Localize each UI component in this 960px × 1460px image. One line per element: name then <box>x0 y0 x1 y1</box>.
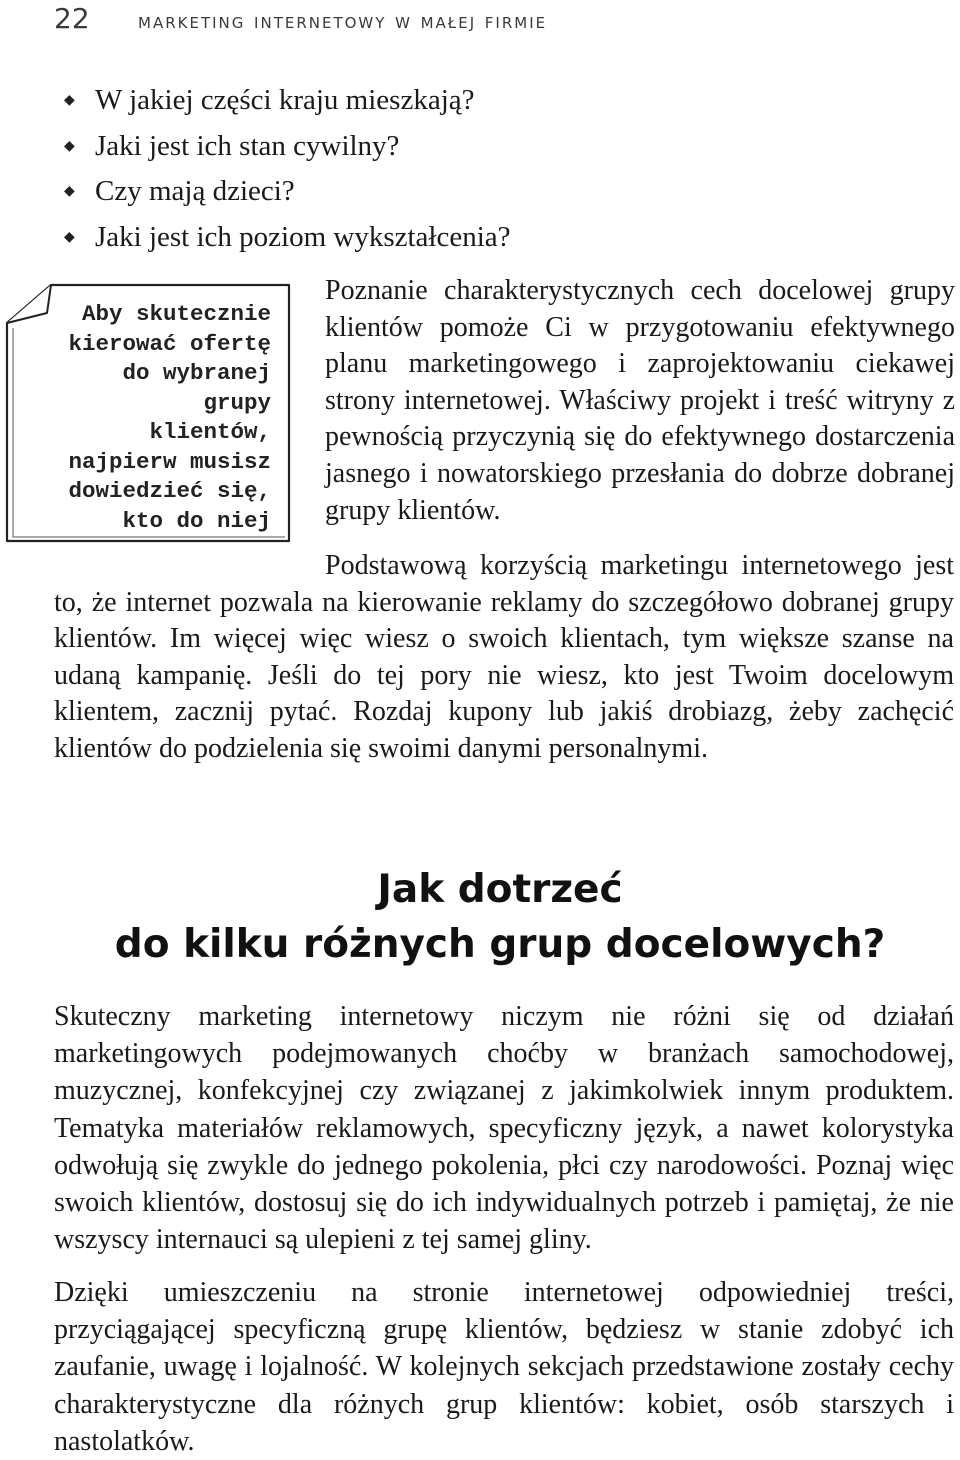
page-header <box>54 2 547 35</box>
list-item: ◆ Jaki jest ich stan cywilny? <box>64 124 511 170</box>
diamond-bullet-icon: ◆ <box>64 230 75 246</box>
page-number: 22 <box>54 2 90 35</box>
diamond-bullet-icon: ◆ <box>64 138 75 154</box>
bullet-list <box>64 78 511 261</box>
body-paragraph-4: Dzięki umieszczeniu na stronie internetowej odpowiedniej treści, przyciągającej specyficzną grupę klientów, będziesz w stanie zdobyć ich zaufanie, uwagę i lojalność. W kolejnych sekcjach przedstawione zostały cechy charakterystyczne dla różnych grup klientów: kobiet, osób starszych i nastolatków. <box>54 1277 954 1457</box>
body-paragraph-1: Poznanie charakterystycznych cech docelowej grupy klientów pomoże Ci w przygotowaniu efektywnego planu marketingowego i zaprojektowaniu ciekawej strony internetowej. Właściwy projekt i treść witryny z pewnością przyczynią się do efektywnego dostarczenia jasnego i nowatorskiego przesłania do dobrze dobranej grupy klientów. <box>325 275 955 526</box>
body-paragraph-3: Skuteczny marketing internetowy niczym nie różni się od działań marketingowych podejmowanych choćby w branżach samochodowej, muzycznej, konfekcyjnej czy związanej z jakimkolwiek innym produktem. Tematyka materiałów reklamowych, specyficzny język, a nawet kolorystyka odwołują się zwykle do jednego pokolenia, płci czy narodowości. Poznaj więc swoich klientów, dostosuj się do ich indywidualnych potrzeb i pamiętaj, że nie wszyscy internauci są ulepieni z tej samej gliny. <box>54 1001 954 1256</box>
running-title: marketing internetowy w małej firmie <box>138 9 548 33</box>
diamond-bullet-icon: ◆ <box>64 93 75 108</box>
sidebar-note <box>3 283 295 544</box>
list-item: ◆ W jakiej części kraju mieszkają? <box>64 78 511 124</box>
sidebar-note-text: Aby skutecznie kierować ofertę do wybranej grupy klientów, najpierw musisz dowiedzieć się, kto do niej <box>68 301 271 534</box>
body-paragraph-2: Podstawową korzyścią marketingu internetowego jest to, że internet pozwala na kierowanie reklamy do szczegółowo dobranej grupy klientów. Im więcej więc wiesz o swoich klientach, tym większe szanse na udaną kampanię. Jeśli do tej pory nie wiesz, kto jest Twoim docelowym klientem, zacznij pytać. Rozdaj kupony lub jakiś drobiazg, żeby zachęcić klientów do podzielenia się swoimi danymi personalnymi. <box>54 550 954 764</box>
diamond-bullet-icon: ◆ <box>64 184 75 200</box>
list-item: ◆ Jaki jest ich poziom wykształcenia? <box>64 215 511 261</box>
list-item: ◆ Czy mają dzieci? <box>64 169 511 215</box>
section-heading: Jak dotrzeć do kilku różnych grup docelowych? <box>114 867 886 967</box>
